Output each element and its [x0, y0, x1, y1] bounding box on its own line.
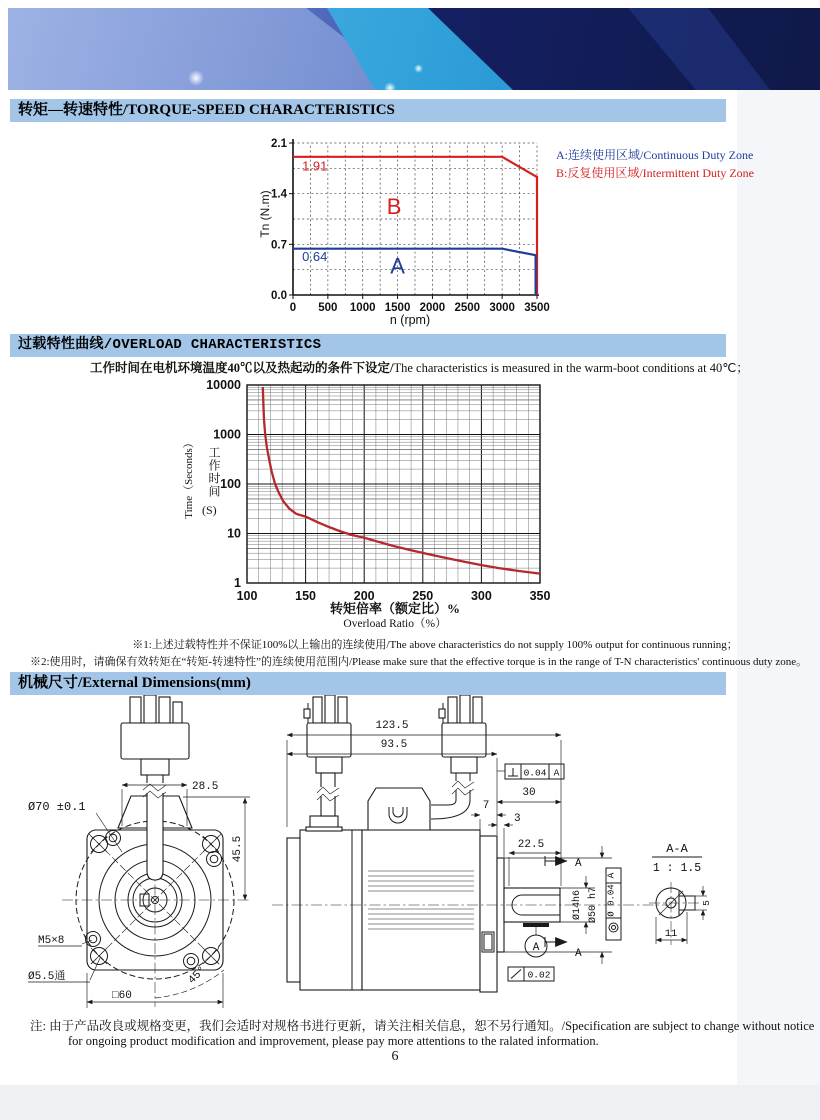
legend-intermittent-duty: B:反复使用区域/Intermittent Duty Zone: [556, 166, 754, 180]
svg-text:100: 100: [236, 589, 258, 603]
runout-symbol: [511, 970, 521, 979]
svg-text:100: 100: [220, 477, 241, 491]
torque-chart-y-axis-title: Tn (N.m): [258, 190, 272, 238]
svg-text:B: B: [386, 193, 402, 219]
svg-text:0.0: 0.0: [271, 290, 287, 302]
section-arrow-label-top: A: [575, 858, 582, 870]
dim-shaft-diameter: Ø14h6: [572, 889, 583, 921]
footer-note-line1: 注: 由于产品改良或规格变更，我们会适时对规格书进行更新，请关注相关信息，恕不另行通知。/Specification are subject to change without notice: [30, 1019, 815, 1033]
dim-body-length: 93.5: [380, 739, 408, 751]
svg-text:2500: 2500: [454, 302, 481, 314]
section-arrow-label-bottom: A: [575, 948, 582, 960]
section-header-dimensions: 机械尺寸/External Dimensions(mm): [10, 672, 726, 695]
banner-glow: [414, 64, 423, 73]
torque-speed-chart: [248, 133, 568, 338]
svg-text:1000: 1000: [349, 302, 376, 314]
dim-45-5: 45.5: [232, 835, 244, 863]
banner-glow: [188, 70, 204, 86]
rear-housing: [300, 830, 362, 990]
perp-datum: A: [553, 767, 560, 779]
svg-text:1.4: 1.4: [271, 188, 287, 201]
torque-chart-x-axis-title: n (rpm): [389, 313, 431, 327]
dim-total-length: 123.5: [375, 720, 409, 732]
motor-body: [362, 830, 480, 990]
conc-value: Ø 0.04: [606, 884, 617, 917]
dim-28-5: 28.5: [192, 781, 219, 793]
front-connector: [121, 695, 189, 775]
svg-text:0.64: 0.64: [302, 248, 328, 264]
side-connector-right: [431, 695, 486, 819]
svg-text:1000: 1000: [213, 427, 241, 442]
dim-key-offset: 11: [664, 928, 678, 940]
svg-text:2000: 2000: [419, 302, 446, 314]
svg-text:A: A: [390, 253, 405, 279]
concentricity-symbol: [609, 923, 618, 932]
svg-text:3000: 3000: [489, 302, 515, 314]
svg-text:2.1: 2.1: [271, 138, 287, 150]
dim-shaft-length: 22.5: [517, 839, 545, 851]
perpendicularity-tolerance-frame: [497, 764, 564, 779]
overload-intro-note: [90, 358, 749, 376]
overload-y-axis-title-cn: 工作时间: [207, 446, 221, 498]
dim-pilot-diameter: Ø50 h7: [588, 886, 599, 924]
svg-text:3500: 3500: [524, 302, 550, 314]
dim-flange-circle: Ø70 ±0.1: [28, 800, 86, 814]
datum-label: A: [532, 942, 540, 954]
overload-x-axis-title-en: Overload Ratio（%）: [343, 618, 447, 630]
overload-y-axis-title-en: Time（Seconds）: [183, 437, 195, 519]
dim-key-width: 5: [701, 900, 712, 906]
section-header-torque-speed: 转矩—转速特性/TORQUE-SPEED CHARACTERISTICS: [10, 99, 726, 122]
front-flange-plate: [480, 836, 497, 992]
datum-bar: [523, 923, 549, 927]
banner-graphic: [8, 8, 820, 90]
svg-text:0.7: 0.7: [271, 239, 287, 252]
label-hole: Ø5.5通: [28, 971, 66, 983]
svg-text:1.91: 1.91: [302, 158, 328, 174]
svg-text:10000: 10000: [206, 378, 241, 392]
dim-square-60: □60: [112, 990, 132, 1002]
rear-cap: [287, 838, 300, 982]
svg-text:1500: 1500: [384, 302, 411, 314]
svg-text:10: 10: [227, 526, 241, 541]
page-bottom-margin: [0, 1085, 820, 1120]
dimensions-drawing: [0, 695, 820, 1015]
page-number: 6: [391, 1049, 399, 1064]
svg-text:1: 1: [234, 576, 241, 590]
runout-tolerance-frame: [508, 967, 554, 981]
dim-shaft-ext: 30: [522, 787, 536, 799]
perp-value: 0.04: [523, 767, 547, 779]
section-a-a-view: [649, 842, 712, 945]
dim-angle-45: 45°: [186, 964, 209, 987]
overload-x-axis-title-cn: 转矩倍率（额定比）%: [329, 601, 460, 616]
footer-note-line2: for ongoing product modification and improvement, please pay more attentions to the ralated information.: [68, 1034, 599, 1048]
concentricity-tolerance-frame: [606, 868, 622, 940]
svg-text:300: 300: [470, 589, 492, 603]
banner-glow: [384, 82, 396, 90]
svg-text:150: 150: [295, 589, 317, 603]
svg-text:200: 200: [353, 589, 375, 603]
overload-intro-en: The characteristics is measured in the warm-boot conditions at 40℃；: [393, 361, 749, 375]
side-connector-left: [304, 695, 351, 816]
section-scale: 1 : 1.5: [652, 862, 702, 875]
front-view: [28, 695, 250, 1008]
dim-boss-thickness: 3: [514, 813, 521, 825]
svg-text:500: 500: [318, 302, 338, 314]
overload-intro-cn: 工作时间在电机环境温度40℃以及热起动的条件下设定/: [90, 361, 394, 375]
side-view: [272, 695, 668, 992]
section-title: A-A: [666, 842, 688, 856]
connector-base-side: [368, 788, 430, 830]
svg-text:0: 0: [289, 302, 297, 314]
overload-footnote-1: ※1:上述过载特性并不保证100%以上输出的连续使用/The above characteristics do not supply 100% output for continuous running；: [132, 639, 738, 651]
dim-flange-thickness: 7: [482, 800, 490, 812]
label-m5: M5×8: [38, 935, 65, 947]
legend-continuous-duty: A:连续使用区域/Continuous Duty Zone: [556, 148, 754, 162]
svg-text:350: 350: [529, 589, 551, 603]
section-header-overload: 过载特性曲线/OVERLOAD CHARACTERISTICS: [10, 334, 726, 357]
svg-text:250: 250: [412, 589, 434, 603]
overload-footnote-2: ※2:使用时，请确保有效转矩在“转矩-转速特性”的连续使用范围内/Please make sure that the effective torque is in the range of T-N characteristics' continuous duty zone。: [30, 656, 808, 668]
runout-value: 0.02: [527, 969, 551, 981]
conc-datum: A: [605, 872, 617, 879]
overload-y-axis-unit: (S): [202, 503, 217, 517]
